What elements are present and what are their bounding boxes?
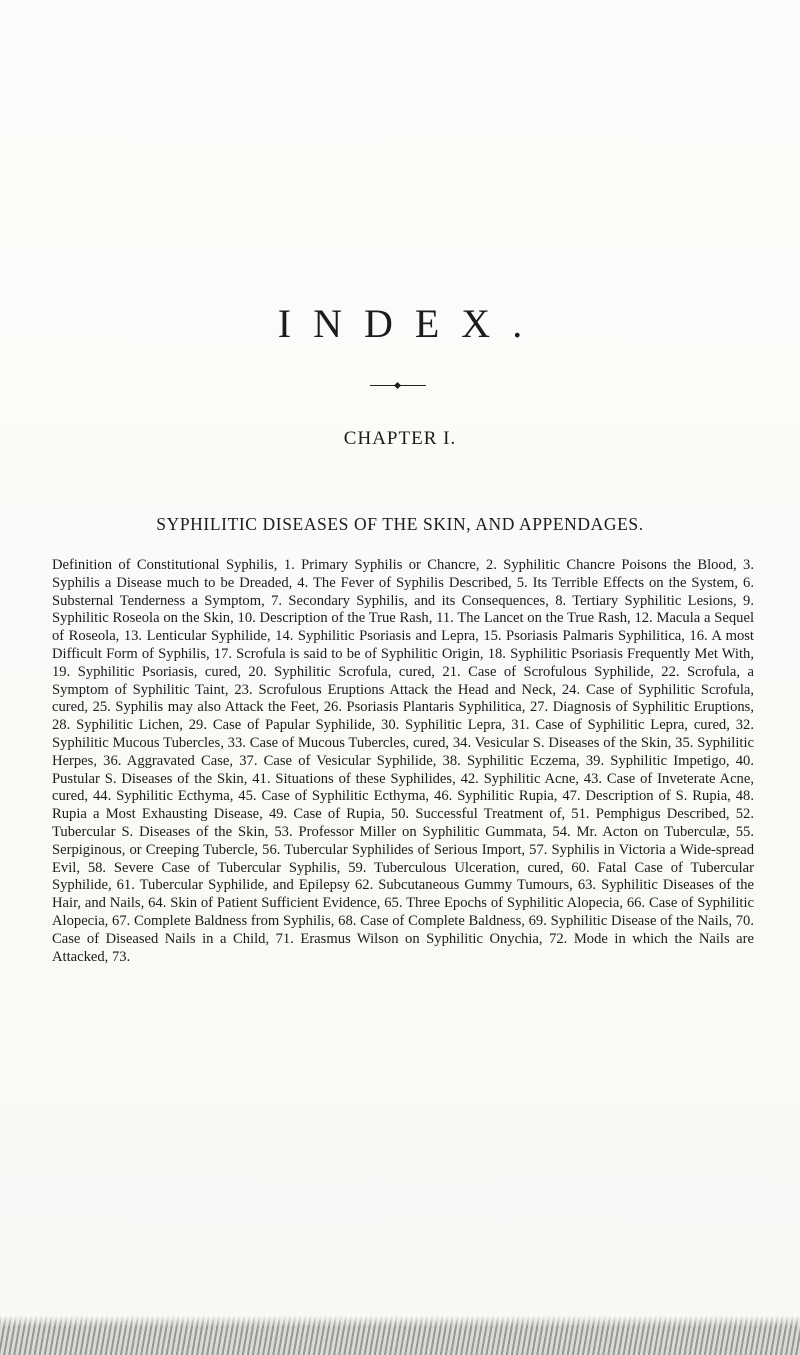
index-title: INDEX. [277, 301, 545, 346]
index-entries-paragraph: Definition of Constitutional Syphilis, 1. Primary Syphilis or Chancre, 2. Syphilitic Chancre Poisons the Blood, 3. Syphilis a Disease much to be Dreaded, 4. The Fever of Syphilis Described, 5. Its Terrible Effects on the System, 6. Substernal Tenderness a Symptom, 7. Secondary Syphilis, and its Consequences, 8. Tertiary Syphilitic Lesions, 9. Syphilitic Roseola on the Skin, 10. Description of the True Rash, 11. The Lancet on the True Rash, 12. Macula a Sequel of Roseola, 13. Lenticular Syphilide, 14. Syphilitic Psoriasis and Lepra, 15. Psoriasis Palmaris Syphilitica, 16. A most Difficult Form of Syphilis, 17. Scrofula is said to be of Syphilitic Origin, 18. Syphilitic Psoriasis Frequently Met With, 19. Syphilitic Psoriasis, cured, 20. Syphilitic Scrofula, cured, 21. Case of Scrofulous Syphilide, 22. Scrofula, a Symptom of Syphilitic Taint, 23. Scrofulous Eruptions Attack the Head and Neck, 24. Case of Syphilitic Scrofula, cured, 25. Syphilis may also Attack the Feet, 26. Psoriasis Plantaris Syphilitica, 27. Diagnosis of Syphilitic Eruptions, 28. Syphilitic Lichen, 29. Case of Papular Syphilide, 30. Syphilitic Lepra, 31. Case of Syphilitic Lepra, cured, 32. Syphilitic Mucous Tubercles, 33. Case of Mucous Tubercles, cured, 34. Vesicular S. Diseases of the Skin, 35. Syphilitic Herpes, 36. Aggravated Case, 37. Case of Vesicular Syphilide, 38. Syphilitic Eczema, 39. Syphilitic Impetigo, 40. Pustular S. Diseases of the Skin, 41. Situations of these Syphilides, 42. Syphilitic Acne, 43. Case of Inveterate Acne, cured, 44. Syphilitic Ecthyma, 45. Case of Syphilitic Ecthyma, 46. Syphilitic Rupia, 47. Description of S. Rupia, 48. Rupia a Most Exhausting Disease, 49. Case of Rupia, 50. Successful Treatment of, 51. Pemphigus Described, 52. Tubercular S. Diseases of the Skin, 53. Professor Miller on Syphilitic Gummata, 54. Mr. Acton on Tuberculæ, 55. Serpiginous, or Creeping Tubercle, 56. Tubercular Syphilides of Serious Import, 57. Syphilis in Victoria a Wide-spread Evil, 58. Severe Case of Tubercular Syphilis, 59. Tuberculous Ulceration, cured, 60. Fatal Case of Tubercular Syphilide, 61. Tubercular Syphilide, and Epilepsy 62. Subcutaneous Gummy Tumours, 63. Syphilitic Diseases of the Hair, and Nails, 64. Skin of Patient Sufficient Evidence, 65. Three Epochs of Syphilitic Alopecia, 66. Case of Syphilitic Alopecia, 67. Complete Baldness from Syphilis, 68. Case of Complete Baldness, 69. Syphilitic Disease of the Nails, 70. Case of Diseased Nails in a Child, 71. Erasmus Wilson on Syphilitic Onychia, 72. Mode in which the Nails are Attacked, 73. [52, 557, 754, 965]
scan-edge-band [0, 1315, 800, 1355]
diamond-icon [394, 382, 401, 389]
divider-ornament [370, 383, 426, 389]
chapter-heading: CHAPTER I. [343, 428, 457, 449]
section-heading: SYPHILITIC DISEASES OF THE SKIN, AND APPENDAGES. [156, 514, 644, 534]
